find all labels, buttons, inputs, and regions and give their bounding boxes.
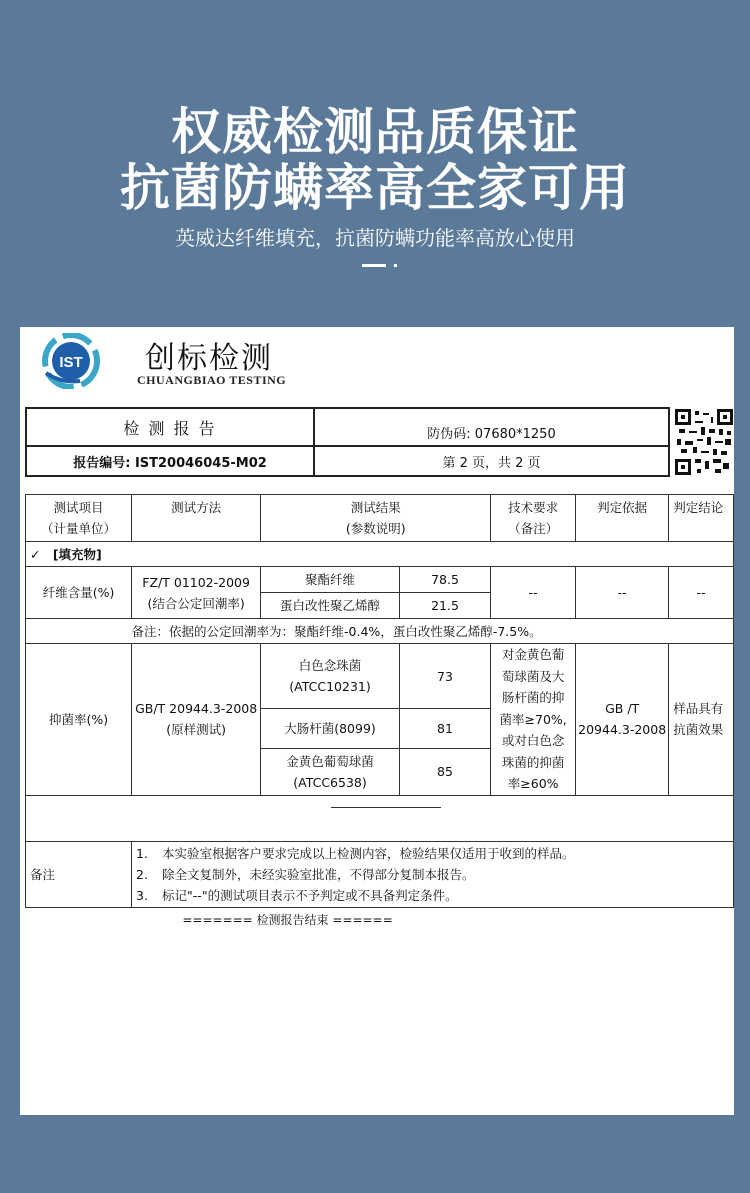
fiber-component-value: 21.5 (399, 593, 490, 619)
fiber-note: 备注：依据的公定回潮率为：聚酯纤维-0.4%，蛋白改性聚乙烯醇-7.5%。 (132, 619, 734, 644)
header-conclusion: 判定结论 (669, 495, 734, 542)
fiber-requirement: -- (491, 567, 576, 619)
blank-underline (331, 807, 441, 808)
page-info: 第 2 页，共 2 页 (314, 446, 669, 476)
antibacterial-row-1 (26, 644, 734, 709)
fiber-method-line2: (结合公定回潮率) (147, 595, 245, 611)
company-name-en: CHUANGBIAO TESTING (137, 373, 287, 387)
remark-item (132, 843, 733, 864)
hero-divider-dot (394, 264, 397, 267)
strain-name: 大肠杆菌(8099) (261, 709, 400, 749)
test-report-document (20, 327, 734, 1115)
strain-name (261, 749, 400, 795)
antibacterial-item: 抑菌率(%) (26, 644, 132, 796)
fiber-component-name: 聚酯纤维 (261, 567, 400, 593)
strain-name (261, 644, 400, 709)
header-result-label: 测试结果 (350, 500, 401, 515)
report-number: IST20046045-M02 (134, 455, 267, 471)
report-number-label: 报告编号: (73, 455, 131, 471)
antibacterial-conclusion (669, 644, 734, 796)
strain-name-line1: 金黄色葡萄球菌 (286, 753, 374, 769)
fiber-row-1 (26, 567, 734, 593)
strain-value: 85 (399, 749, 490, 795)
strain-value: 81 (399, 709, 490, 749)
hero-subtitle: 英威达纤维填充，抗菌防螨功能率高放心使用 (175, 226, 575, 250)
requirement-line: 肠杆菌的抑 (501, 690, 565, 705)
company-name-cn: 创标检测 (145, 341, 273, 376)
header-requirement-label: 技术要求 (508, 500, 559, 515)
results-table (25, 494, 734, 908)
remarks-list (132, 841, 734, 907)
antibacterial-requirement (491, 644, 576, 796)
fiber-conclusion: -- (669, 567, 734, 619)
header-result-note: (参数说明) (345, 521, 406, 536)
check-icon: ✓ (30, 546, 41, 562)
section-filling (26, 542, 734, 567)
header-requirement-note: （备注） (508, 521, 559, 536)
strain-name-line1: 白色念珠菌 (298, 658, 362, 674)
hero-title-line1: 权威检测品质保证 (171, 103, 579, 161)
requirement-line: 或对白色念 (501, 733, 565, 748)
fiber-item: 纤维含量(%) (26, 567, 132, 619)
remark-text: 本实验室根据客户要求完成以上检测内容，检验结果仅适用于收到的样品。 (162, 845, 575, 861)
requirement-line: 菌率≥70%, (499, 711, 567, 727)
logo-text: IST (59, 354, 83, 371)
header-item-unit: （计量单位） (41, 521, 117, 536)
report-header-table (25, 407, 670, 477)
hero-title-line2: 抗菌防螨率高全家可用 (120, 159, 630, 217)
basis-line2: 20944.3-2008 (578, 722, 667, 738)
antibacterial-method (132, 644, 261, 796)
ist-logo-icon (40, 333, 102, 389)
header-basis: 判定依据 (576, 495, 669, 542)
report-number-cell (26, 446, 314, 476)
antibacterial-basis (576, 644, 669, 796)
remark-number: 3. (136, 887, 148, 903)
header-result (261, 495, 491, 542)
conclusion-line1: 样品具有 (673, 701, 724, 717)
report-end-marker: ======= 检测报告结束 ====== (182, 913, 393, 927)
strain-name-line2: (ATCC10231) (289, 679, 371, 695)
fiber-method-line1: FZ/T 01102-2009 (142, 574, 250, 590)
remarks-label: 备注 (26, 841, 132, 907)
antibacterial-method-line2: (原样测试) (166, 722, 227, 738)
report-title: 检 测 报 告 (26, 408, 314, 446)
fiber-method (132, 567, 261, 619)
strain-value: 73 (399, 644, 490, 709)
section-row (26, 542, 734, 567)
remark-text: 标记"--"的测试项目表示不予判定或不具备判定条件。 (162, 887, 458, 903)
anti-fake-label: 防伪码: (427, 426, 471, 442)
header-item-label: 测试项目 (53, 500, 104, 515)
fiber-basis: -- (576, 567, 669, 619)
remark-number: 1. (136, 845, 148, 861)
requirement-line: 萄球菌及大 (501, 668, 565, 684)
fiber-component-name: 蛋白改性聚乙烯醇 (261, 593, 400, 619)
header-requirement (491, 495, 576, 542)
fiber-note-spacer (26, 619, 132, 644)
fiber-component-value: 78.5 (399, 567, 490, 593)
qr-code-icon (675, 409, 733, 475)
blank-row (26, 795, 734, 841)
anti-fake-cell (314, 408, 669, 446)
remarks-row (26, 841, 734, 907)
hero-divider (362, 264, 386, 267)
remark-text: 除全文复制外，未经实验室批准，不得部分复制本报告。 (162, 866, 475, 882)
requirement-line: 率≥60% (507, 776, 559, 791)
blank-cell (26, 795, 734, 841)
remark-number: 2. (136, 866, 148, 882)
section-label: [填充物] (52, 546, 102, 562)
antibacterial-method-line1: GB/T 20944.3-2008 (135, 701, 258, 717)
requirement-line: 对金黄色葡 (501, 647, 565, 662)
remark-item (132, 864, 733, 885)
conclusion-line2: 抗菌效果 (673, 722, 724, 738)
strain-name-line2: (ATCC6538) (293, 774, 367, 790)
fiber-note-row (26, 619, 734, 644)
header-method: 测试方法 (132, 495, 261, 542)
anti-fake-code: 07680*1250 (474, 426, 556, 442)
remark-item (132, 885, 733, 906)
basis-line1: GB /T (605, 701, 640, 717)
header-item (26, 495, 132, 542)
requirement-line: 珠菌的抑菌 (501, 754, 565, 770)
table-header-row (26, 495, 734, 542)
